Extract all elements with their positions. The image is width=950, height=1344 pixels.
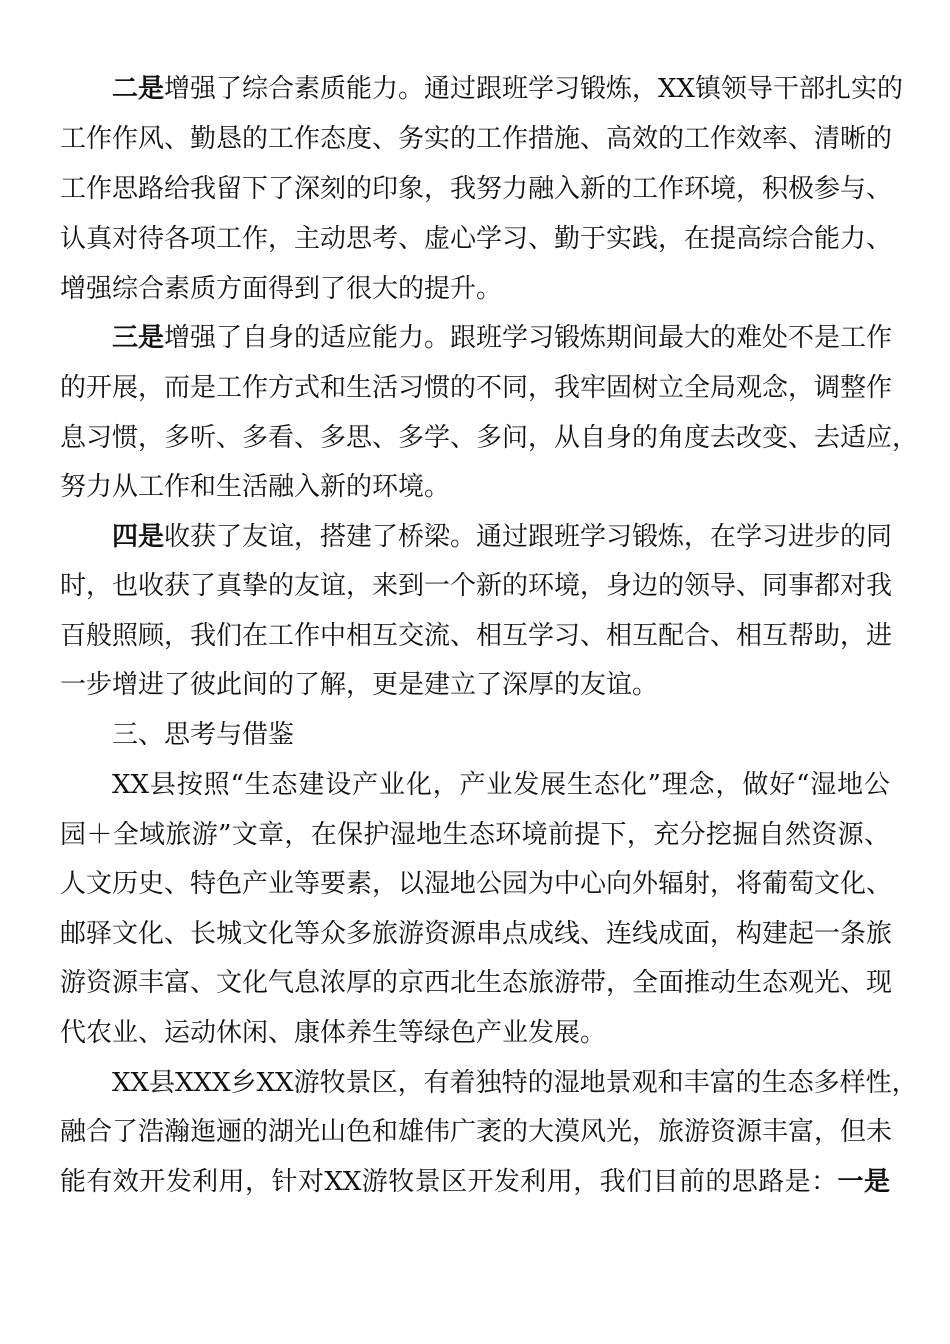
lead-marker-two: 二是 bbox=[112, 74, 165, 104]
paragraph-scenic-line-2: 融合了浩瀚迤逦的湖光山色和雄伟广袤的大漠风光，旅游资源丰富，但未 bbox=[60, 1117, 893, 1147]
lead-marker-one: 一是 bbox=[837, 1167, 890, 1197]
paragraph-eco-line-2: 园＋全域旅游”文章，在保护湿地生态环境前提下，充分挖掘自然资源、 bbox=[60, 820, 890, 850]
paragraph-scenic-line-3: 能有效开发利用，针对XX游牧景区开发利用，我们目前的思路是：一是 bbox=[60, 1167, 890, 1197]
paragraph-two-line-2: 工作作风、勤恳的工作态度、务实的工作措施、高效的工作效率、清晰的 bbox=[60, 124, 893, 154]
paragraph-four-line-3: 百般照顾，我们在工作中相互交流、相互学习、相互配合、相互帮助，进 bbox=[60, 621, 893, 651]
paragraph-four-line-4: 一步增进了彼此间的了解，更是建立了深厚的友谊。 bbox=[60, 670, 659, 700]
lead-marker-three: 三是 bbox=[112, 323, 165, 353]
paragraph-two-line-4: 认真对待各项工作，主动思考、虚心学习、勤于实践，在提高综合能力、 bbox=[60, 224, 893, 254]
paragraph-three-line-2: 的开展，而是工作方式和生活习惯的不同，我牢固树立全局观念，调整作 bbox=[60, 373, 893, 403]
paragraph-eco-line-4: 邮驿文化、长城文化等众多旅游资源串点成线、连线成面，构建起一条旅 bbox=[60, 919, 893, 949]
paragraph-two-line-3: 工作思路给我留下了深刻的印象，我努力融入新的工作环境，积极参与、 bbox=[60, 174, 893, 204]
lead-marker-four: 四是 bbox=[112, 522, 165, 552]
paragraph-eco-line-3: 人文历史、特色产业等要素，以湿地公园为中心向外辐射，将葡萄文化、 bbox=[60, 869, 893, 899]
paragraph-eco-line-1: XX县按照“生态建设产业化，产业发展生态化”理念，做好“湿地公 bbox=[112, 770, 890, 800]
paragraph-three-line-1: 三是增强了自身的适应能力。跟班学习锻炼期间最大的难处不是工作 bbox=[112, 323, 893, 353]
paragraph-eco-line-6: 代农业、运动休闲、康体养生等绿色产业发展。 bbox=[60, 1018, 607, 1048]
paragraph-two-line-1: 二是增强了综合素质能力。通过跟班学习锻炼，XX镇领导干部扎实的 bbox=[112, 74, 904, 104]
paragraph-two-line-5: 增强综合素质方面得到了很大的提升。 bbox=[60, 274, 503, 304]
paragraph-four-line-2: 时，也收获了真挚的友谊，来到一个新的环境，身边的领导、同事都对我 bbox=[60, 571, 893, 601]
paragraph-eco-line-5: 游资源丰富、文化气息浓厚的京西北生态旅游带，全面推动生态观光、现 bbox=[60, 968, 893, 998]
paragraph-four-line-1: 四是收获了友谊，搭建了桥梁。通过跟班学习锻炼，在学习进步的同 bbox=[112, 522, 893, 552]
paragraph-three-line-3: 息习惯，多听、多看、多思、多学、多问，从自身的角度去改变、去适应， bbox=[60, 423, 919, 453]
paragraph-three-line-4: 努力从工作和生活融入新的环境。 bbox=[60, 472, 451, 502]
paragraph-scenic-line-1: XX县XXX乡XX游牧景区，有着独特的湿地景观和丰富的生态多样性， bbox=[112, 1068, 918, 1098]
section-heading: 三、思考与借鉴 bbox=[112, 720, 295, 750]
